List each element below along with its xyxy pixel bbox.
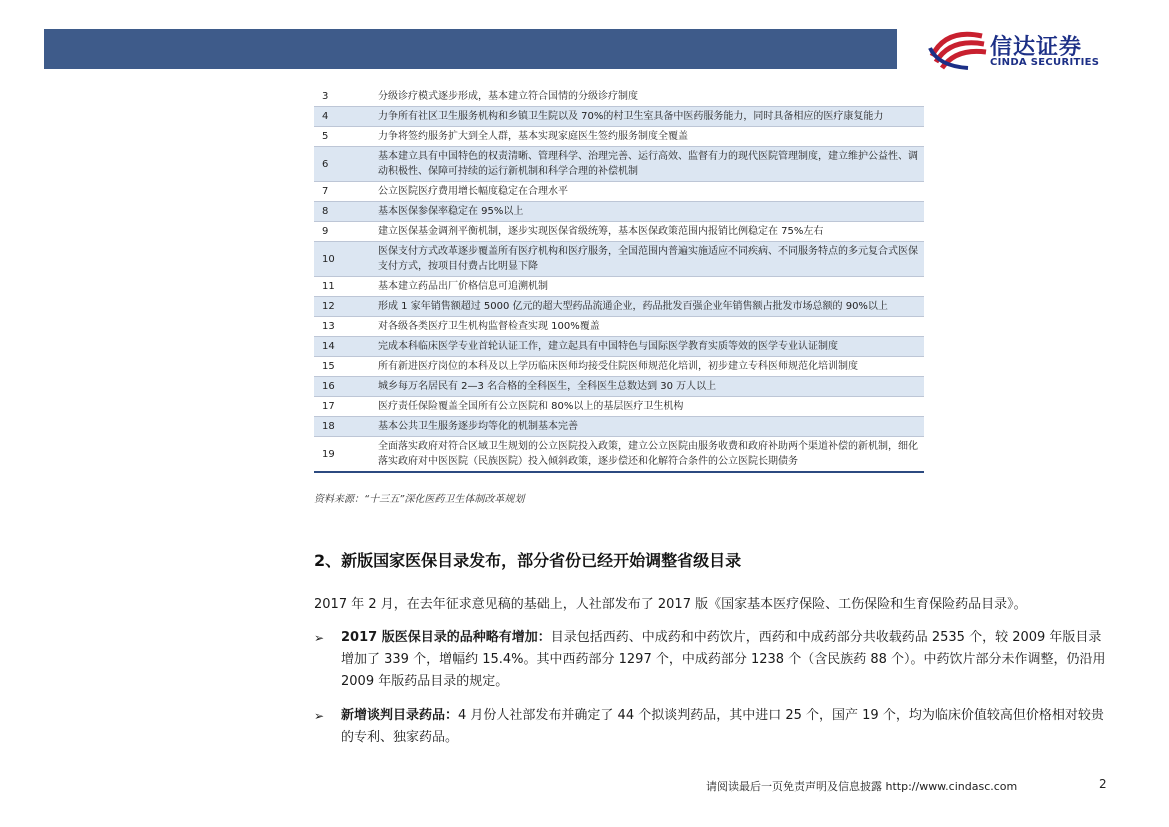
bullet-body: 目录包括西药、中成药和中药饮片，西药和中成药部分共收载药品 2535 个，较 2009 年版目录增加了 339 个，增幅约 15.4%。其中西药部分 1297 个，中成药部分 1238 个（含民族药 88 个）。中药饮片部分未作调整，仍沿用 2009 年版药品目录的规定。 bbox=[341, 630, 1106, 689]
table-row bbox=[314, 202, 924, 222]
row-goal-text: 基本公共卫生服务逐步均等化的机制基本完善 bbox=[372, 417, 924, 437]
table-row bbox=[314, 337, 924, 357]
header-bar bbox=[44, 29, 897, 69]
table-row bbox=[314, 397, 924, 417]
table-row bbox=[314, 317, 924, 337]
bullet-lead: 新增谈判目录药品： bbox=[341, 708, 459, 723]
table-row bbox=[314, 437, 924, 473]
row-number: 14 bbox=[314, 337, 372, 357]
row-goal-text: 医疗责任保险覆盖全国所有公立医院和 80%以上的基层医疗卫生机构 bbox=[372, 397, 924, 417]
table-row bbox=[314, 417, 924, 437]
bullet-item-catalog bbox=[314, 627, 1114, 693]
row-number: 13 bbox=[314, 317, 372, 337]
row-goal-text: 形成 1 家年销售额超过 5000 亿元的超大型药品流通企业，药品批发百强企业年销售额占批发市场总额的 90%以上 bbox=[372, 297, 924, 317]
row-number: 15 bbox=[314, 357, 372, 377]
row-goal-text: 基本建立药品出厂价格信息可追溯机制 bbox=[372, 277, 924, 297]
company-logo bbox=[928, 26, 1128, 72]
row-number: 8 bbox=[314, 202, 372, 222]
table-row bbox=[314, 357, 924, 377]
table-row bbox=[314, 107, 924, 127]
reform-goals-table bbox=[314, 87, 924, 473]
bullet-lead: 2017 版医保目录的品种略有增加： bbox=[341, 630, 551, 645]
cinda-logo-icon bbox=[928, 26, 988, 72]
section-title: 2、新版国家医保目录发布，部分省份已经开始调整省级目录 bbox=[314, 551, 742, 570]
row-number: 9 bbox=[314, 222, 372, 242]
row-goal-text: 分级诊疗模式逐步形成，基本建立符合国情的分级诊疗制度 bbox=[372, 87, 924, 107]
table-row bbox=[314, 242, 924, 277]
row-goal-text: 力争所有社区卫生服务机构和乡镇卫生院以及 70%的村卫生室具备中医药服务能力，同时具备相应的医疗康复能力 bbox=[372, 107, 924, 127]
row-goal-text: 所有新进医疗岗位的本科及以上学历临床医师均接受住院医师规范化培训，初步建立专科医师规范化培训制度 bbox=[372, 357, 924, 377]
row-number: 12 bbox=[314, 297, 372, 317]
table-row bbox=[314, 277, 924, 297]
row-goal-text: 全面落实政府对符合区域卫生规划的公立医院投入政策，建立公立医院由服务收费和政府补助两个渠道补偿的新机制，细化落实政府对中医医院（民族医院）投入倾斜政策，逐步偿还和化解符合条件的公立医院长期债务 bbox=[372, 437, 924, 473]
table-row bbox=[314, 182, 924, 202]
bullet-item-negotiation bbox=[314, 705, 1114, 749]
logo-chinese-name: 信达证券 bbox=[990, 35, 1083, 60]
bullet-text bbox=[341, 627, 1114, 693]
bullet-arrow-icon: ➢ bbox=[314, 709, 325, 723]
row-number: 10 bbox=[314, 242, 372, 277]
row-number: 19 bbox=[314, 437, 372, 473]
row-number: 4 bbox=[314, 107, 372, 127]
table-row bbox=[314, 147, 924, 182]
table-row bbox=[314, 222, 924, 242]
bullet-body: 4 月份人社部发布并确定了 44 个拟谈判药品，其中进口 25 个，国产 19 个，均为临床价值较高但价格相对较贵的专利、独家药品。 bbox=[341, 708, 1104, 745]
logo-english-name: CINDA SECURITIES bbox=[990, 57, 1100, 68]
row-goal-text: 对各级各类医疗卫生机构监督检查实现 100%覆盖 bbox=[372, 317, 924, 337]
bullet-text bbox=[341, 705, 1114, 749]
table-row bbox=[314, 297, 924, 317]
row-number: 6 bbox=[314, 147, 372, 182]
table-row bbox=[314, 377, 924, 397]
row-number: 18 bbox=[314, 417, 372, 437]
table-source: 资料来源：“十三五”深化医药卫生体制改革规划 bbox=[314, 494, 525, 505]
intro-paragraph: 2017 年 2 月，在去年征求意见稿的基础上，人社部发布了 2017 版《国家基本医疗保险、工伤保险和生育保险药品目录》。 bbox=[314, 597, 1027, 612]
row-goal-text: 基本医保参保率稳定在 95%以上 bbox=[372, 202, 924, 222]
footer-disclaimer: 请阅读最后一页免责声明及信息披露 http://www.cindasc.com bbox=[706, 780, 1018, 793]
row-goal-text: 力争将签约服务扩大到全人群，基本实现家庭医生签约服务制度全覆盖 bbox=[372, 127, 924, 147]
row-goal-text: 完成本科临床医学专业首轮认证工作，建立起具有中国特色与国际医学教育实质等效的医学专业认证制度 bbox=[372, 337, 924, 357]
row-goal-text: 城乡每万名居民有 2—3 名合格的全科医生，全科医生总数达到 30 万人以上 bbox=[372, 377, 924, 397]
row-goal-text: 公立医院医疗费用增长幅度稳定在合理水平 bbox=[372, 182, 924, 202]
row-number: 17 bbox=[314, 397, 372, 417]
row-goal-text: 医保支付方式改革逐步覆盖所有医疗机构和医疗服务，全国范围内普遍实施适应不同疾病、不同服务特点的多元复合式医保支付方式，按项目付费占比明显下降 bbox=[372, 242, 924, 277]
page-number: 2 bbox=[1099, 777, 1107, 791]
row-number: 3 bbox=[314, 87, 372, 107]
row-number: 16 bbox=[314, 377, 372, 397]
bullet-arrow-icon: ➢ bbox=[314, 631, 325, 645]
row-number: 11 bbox=[314, 277, 372, 297]
row-number: 7 bbox=[314, 182, 372, 202]
table-row bbox=[314, 127, 924, 147]
row-number: 5 bbox=[314, 127, 372, 147]
row-goal-text: 基本建立具有中国特色的权责清晰、管理科学、治理完善、运行高效、监督有力的现代医院管理制度，建立维护公益性、调动积极性、保障可持续的运行新机制和科学合理的补偿机制 bbox=[372, 147, 924, 182]
reform-goals-table-body bbox=[314, 87, 924, 472]
table-row bbox=[314, 87, 924, 107]
row-goal-text: 建立医保基金调剂平衡机制，逐步实现医保省级统筹，基本医保政策范围内报销比例稳定在 75%左右 bbox=[372, 222, 924, 242]
